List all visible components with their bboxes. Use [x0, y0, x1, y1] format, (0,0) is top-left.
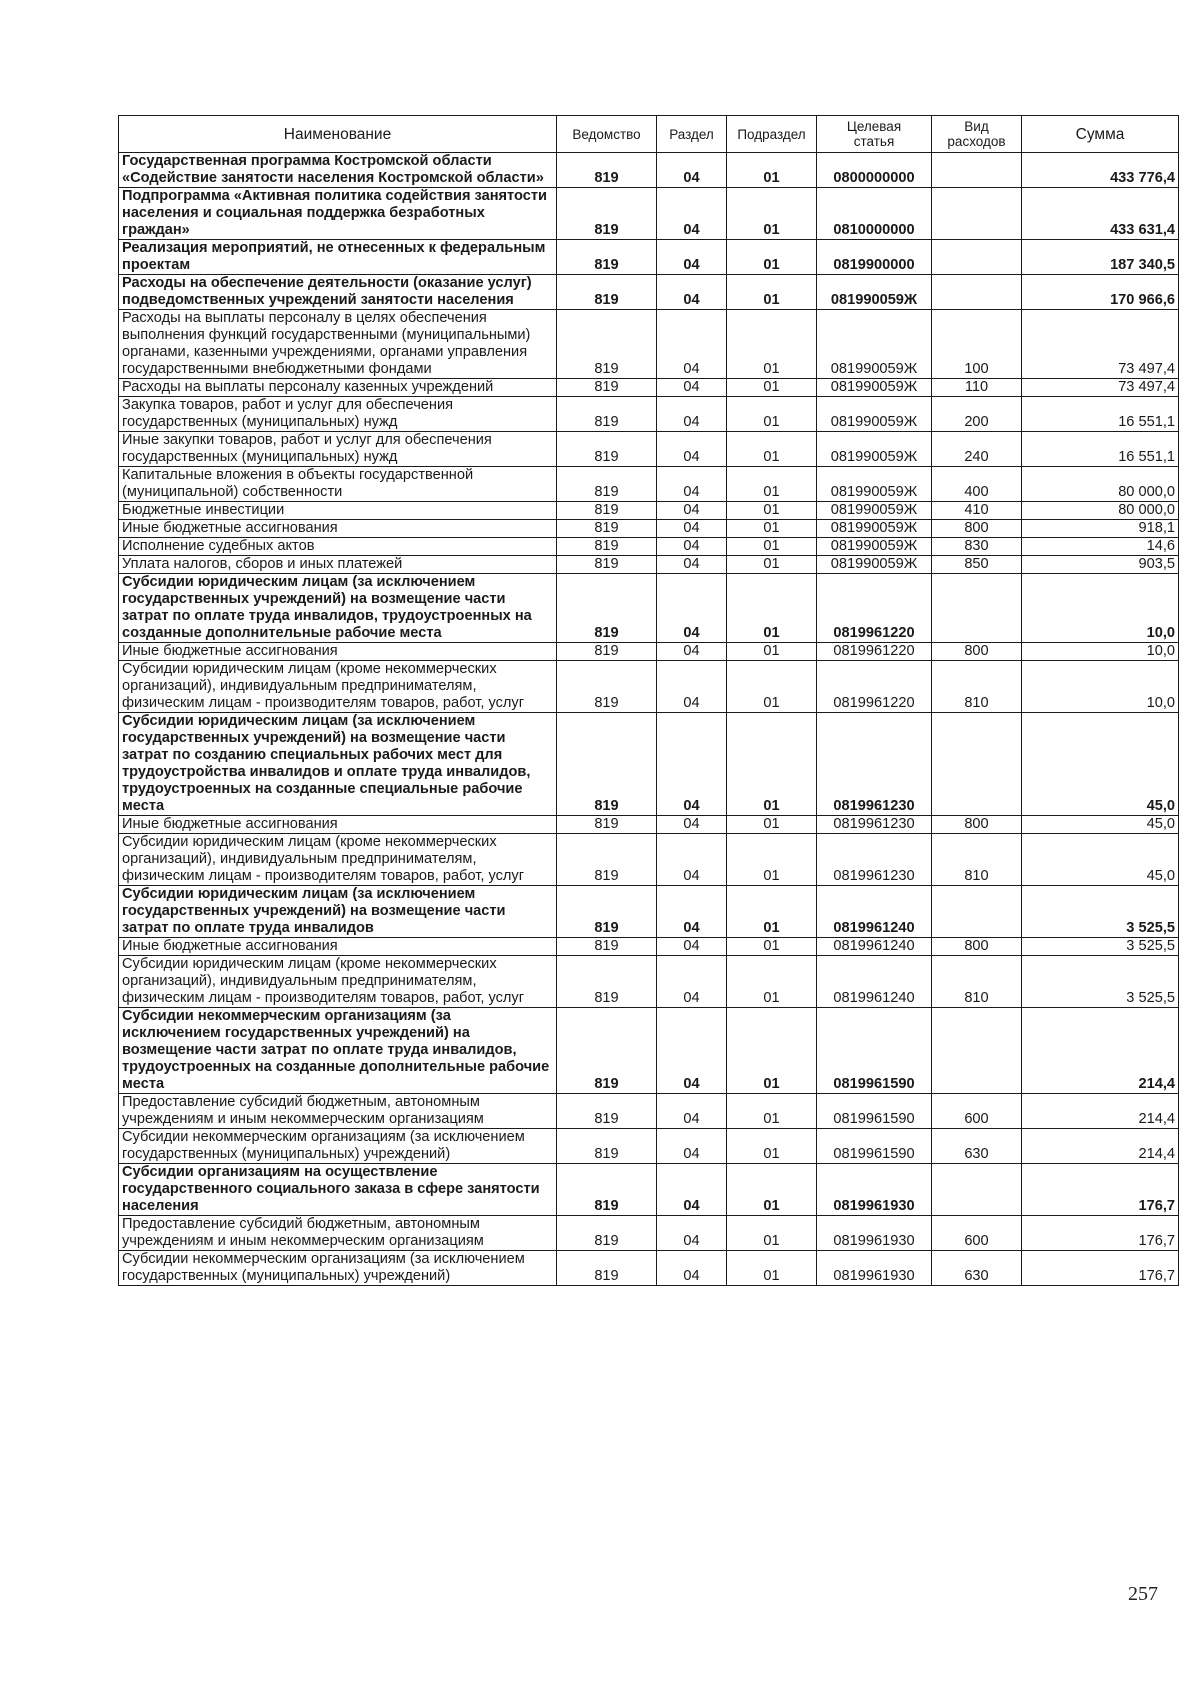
row-target: 081990059Ж: [817, 502, 932, 520]
row-type: 810: [932, 661, 1022, 713]
row-target: 0819961220: [817, 661, 932, 713]
row-dept: 819: [557, 956, 657, 1008]
table-row: [119, 467, 1179, 502]
row-target: 081990059Ж: [817, 467, 932, 502]
row-target: 0819961590: [817, 1008, 932, 1094]
row-name: Закупка товаров, работ и услуг для обеспечения государственных (муниципальных) нужд: [119, 397, 557, 432]
row-name: Уплата налогов, сборов и иных платежей: [119, 556, 557, 574]
row-section: 04: [657, 834, 727, 886]
row-dept: 819: [557, 938, 657, 956]
row-subsection: 01: [727, 310, 817, 379]
row-amount: 433 631,4: [1022, 188, 1179, 240]
row-section: 04: [657, 938, 727, 956]
row-amount: 16 551,1: [1022, 397, 1179, 432]
row-name: Иные бюджетные ассигнования: [119, 816, 557, 834]
row-subsection: 01: [727, 956, 817, 1008]
table-row: [119, 661, 1179, 713]
table-header: [119, 116, 1179, 153]
row-type: 800: [932, 520, 1022, 538]
row-type: 800: [932, 938, 1022, 956]
row-target: 081990059Ж: [817, 397, 932, 432]
row-section: 04: [657, 275, 727, 310]
header-section: Раздел: [657, 116, 727, 153]
row-section: 04: [657, 240, 727, 275]
row-name: Субсидии юридическим лицам (кроме некоммерческих организаций), индивидуальным предпринимателям, физическим лицам - производителям товаров, работ, услуг: [119, 956, 557, 1008]
row-name: Субсидии некоммерческим организациям (за исключением государственных учреждений) на возмещение части затрат по оплате труда инвалидов, трудоустроенных на созданные дополнительные рабочие места: [119, 1008, 557, 1094]
row-subsection: 01: [727, 816, 817, 834]
header-row: [119, 116, 1179, 153]
row-dept: 819: [557, 713, 657, 816]
row-amount: 214,4: [1022, 1008, 1179, 1094]
table-row: [119, 574, 1179, 643]
row-amount: 433 776,4: [1022, 153, 1179, 188]
row-dept: 819: [557, 834, 657, 886]
header-dept: Ведомство: [557, 116, 657, 153]
row-dept: 819: [557, 1129, 657, 1164]
row-section: 04: [657, 1164, 727, 1216]
row-dept: 819: [557, 432, 657, 467]
row-name: Субсидии юридическим лицам (за исключением государственных учреждений) на возмещение части затрат по оплате труда инвалидов: [119, 886, 557, 938]
row-type: [932, 574, 1022, 643]
row-target: 0819961220: [817, 643, 932, 661]
row-type: 240: [932, 432, 1022, 467]
row-dept: 819: [557, 397, 657, 432]
row-section: 04: [657, 379, 727, 397]
row-type: 110: [932, 379, 1022, 397]
row-name: Субсидии некоммерческим организациям (за исключением государственных (муниципальных) учреждений): [119, 1251, 557, 1286]
row-amount: 45,0: [1022, 834, 1179, 886]
table-row: [119, 538, 1179, 556]
header-amount: Сумма: [1022, 116, 1179, 153]
row-target: 081990059Ж: [817, 520, 932, 538]
row-section: 04: [657, 153, 727, 188]
row-dept: 819: [557, 661, 657, 713]
table-row: [119, 240, 1179, 275]
row-dept: 819: [557, 1216, 657, 1251]
row-section: 04: [657, 1094, 727, 1129]
row-dept: 819: [557, 1008, 657, 1094]
row-name: Субсидии юридическим лицам (кроме некоммерческих организаций), индивидуальным предпринимателям, физическим лицам - производителям товаров, работ, услуг: [119, 661, 557, 713]
row-amount: 45,0: [1022, 713, 1179, 816]
header-target-line1: Целевая: [846, 119, 902, 134]
table-row: [119, 643, 1179, 661]
table-row: [119, 1216, 1179, 1251]
row-type: 410: [932, 502, 1022, 520]
row-section: 04: [657, 502, 727, 520]
row-name: Субсидии юридическим лицам (за исключением государственных учреждений) на возмещение части затрат по оплате труда инвалидов, трудоустроенных на созданные дополнительные рабочие места: [119, 574, 557, 643]
row-type: 810: [932, 956, 1022, 1008]
header-target-article: [817, 116, 932, 153]
row-amount: 176,7: [1022, 1216, 1179, 1251]
row-amount: 10,0: [1022, 661, 1179, 713]
row-dept: 819: [557, 502, 657, 520]
row-target: 081990059Ж: [817, 556, 932, 574]
row-subsection: 01: [727, 275, 817, 310]
row-type: 630: [932, 1251, 1022, 1286]
row-dept: 819: [557, 310, 657, 379]
table-row: [119, 1164, 1179, 1216]
row-name: Реализация мероприятий, не отнесенных к федеральным проектам: [119, 240, 557, 275]
row-amount: 3 525,5: [1022, 886, 1179, 938]
header-target-line2: статья: [853, 134, 895, 149]
row-name: Расходы на выплаты персоналу в целях обеспечения выполнения функций государственными (муниципальными) органами, казенными учреждениями, органами управления государственными внебюджетными фондами: [119, 310, 557, 379]
row-name: Субсидии юридическим лицам (кроме некоммерческих организаций), индивидуальным предпринимателям, физическим лицам - производителям товаров, работ, услуг: [119, 834, 557, 886]
row-target: 0819961240: [817, 886, 932, 938]
row-amount: 16 551,1: [1022, 432, 1179, 467]
row-subsection: 01: [727, 397, 817, 432]
row-subsection: 01: [727, 188, 817, 240]
row-subsection: 01: [727, 574, 817, 643]
row-amount: 14,6: [1022, 538, 1179, 556]
row-type: [932, 275, 1022, 310]
row-dept: 819: [557, 556, 657, 574]
row-target: 081990059Ж: [817, 432, 932, 467]
row-amount: 73 497,4: [1022, 379, 1179, 397]
row-type: 810: [932, 834, 1022, 886]
row-section: 04: [657, 538, 727, 556]
row-target: 0819961930: [817, 1164, 932, 1216]
row-name: Предоставление субсидий бюджетным, автономным учреждениям и иным некоммерческим организациям: [119, 1216, 557, 1251]
header-type-line1: Вид: [964, 119, 989, 134]
row-target: 081990059Ж: [817, 310, 932, 379]
row-name: Предоставление субсидий бюджетным, автономным учреждениям и иным некоммерческим организациям: [119, 1094, 557, 1129]
row-type: [932, 153, 1022, 188]
row-type: 400: [932, 467, 1022, 502]
row-name: Иные бюджетные ассигнования: [119, 520, 557, 538]
row-subsection: 01: [727, 1094, 817, 1129]
row-section: 04: [657, 816, 727, 834]
row-target: 0819961230: [817, 816, 932, 834]
row-amount: 176,7: [1022, 1251, 1179, 1286]
row-target: 081990059Ж: [817, 275, 932, 310]
row-amount: 80 000,0: [1022, 467, 1179, 502]
row-section: 04: [657, 643, 727, 661]
row-target: 0819961240: [817, 956, 932, 1008]
row-name: Расходы на обеспечение деятельности (оказание услуг) подведомственных учреждений занятости населения: [119, 275, 557, 310]
row-amount: 918,1: [1022, 520, 1179, 538]
row-dept: 819: [557, 275, 657, 310]
table-row: [119, 397, 1179, 432]
row-amount: 80 000,0: [1022, 502, 1179, 520]
row-dept: 819: [557, 643, 657, 661]
table-row: [119, 834, 1179, 886]
row-subsection: 01: [727, 1129, 817, 1164]
row-section: 04: [657, 713, 727, 816]
row-type: [932, 713, 1022, 816]
row-type: [932, 1164, 1022, 1216]
row-amount: 187 340,5: [1022, 240, 1179, 275]
row-name: Субсидии юридическим лицам (за исключением государственных учреждений) на возмещение части затрат по созданию специальных рабочих мест для трудоустройства инвалидов и оплате труда инвалидов, трудоустроенных на созданные специальные рабочие места: [119, 713, 557, 816]
row-subsection: 01: [727, 938, 817, 956]
table-row: [119, 816, 1179, 834]
row-subsection: 01: [727, 1164, 817, 1216]
row-subsection: 01: [727, 1251, 817, 1286]
row-dept: 819: [557, 538, 657, 556]
table-row: [119, 886, 1179, 938]
row-target: 0810000000: [817, 188, 932, 240]
row-subsection: 01: [727, 643, 817, 661]
row-amount: 3 525,5: [1022, 938, 1179, 956]
row-amount: 73 497,4: [1022, 310, 1179, 379]
row-dept: 819: [557, 1251, 657, 1286]
row-target: 0819961590: [817, 1129, 932, 1164]
row-amount: 10,0: [1022, 643, 1179, 661]
table-row: [119, 956, 1179, 1008]
row-subsection: 01: [727, 661, 817, 713]
row-type: 850: [932, 556, 1022, 574]
table-row: [119, 379, 1179, 397]
row-amount: 3 525,5: [1022, 956, 1179, 1008]
table-row: [119, 188, 1179, 240]
row-section: 04: [657, 661, 727, 713]
row-target: 081990059Ж: [817, 538, 932, 556]
row-type: [932, 1008, 1022, 1094]
row-dept: 819: [557, 816, 657, 834]
row-subsection: 01: [727, 153, 817, 188]
header-name: Наименование: [119, 116, 557, 153]
row-section: 04: [657, 1008, 727, 1094]
row-amount: 10,0: [1022, 574, 1179, 643]
table-row: [119, 1094, 1179, 1129]
table-row: [119, 310, 1179, 379]
row-subsection: 01: [727, 834, 817, 886]
row-dept: 819: [557, 1094, 657, 1129]
row-name: Субсидии некоммерческим организациям (за исключением государственных (муниципальных) учреждений): [119, 1129, 557, 1164]
row-section: 04: [657, 432, 727, 467]
row-type: 800: [932, 816, 1022, 834]
row-target: 081990059Ж: [817, 379, 932, 397]
budget-table: [118, 115, 1179, 1286]
row-target: 0819961230: [817, 713, 932, 816]
row-type: [932, 240, 1022, 275]
row-dept: 819: [557, 240, 657, 275]
row-amount: 170 966,6: [1022, 275, 1179, 310]
row-subsection: 01: [727, 240, 817, 275]
row-type: 830: [932, 538, 1022, 556]
row-type: 630: [932, 1129, 1022, 1164]
row-dept: 819: [557, 1164, 657, 1216]
row-target: 0819961590: [817, 1094, 932, 1129]
row-section: 04: [657, 1129, 727, 1164]
row-subsection: 01: [727, 467, 817, 502]
row-section: 04: [657, 467, 727, 502]
header-expense-type: [932, 116, 1022, 153]
row-dept: 819: [557, 188, 657, 240]
row-target: 0800000000: [817, 153, 932, 188]
row-subsection: 01: [727, 713, 817, 816]
row-target: 0819961930: [817, 1216, 932, 1251]
row-section: 04: [657, 1216, 727, 1251]
table-row: [119, 556, 1179, 574]
row-amount: 176,7: [1022, 1164, 1179, 1216]
table-row: [119, 1251, 1179, 1286]
row-name: Государственная программа Костромской области «Содействие занятости населения Костромской области»: [119, 153, 557, 188]
row-amount: 214,4: [1022, 1094, 1179, 1129]
row-name: Иные бюджетные ассигнования: [119, 643, 557, 661]
row-section: 04: [657, 310, 727, 379]
table-row: [119, 520, 1179, 538]
row-dept: 819: [557, 153, 657, 188]
row-section: 04: [657, 886, 727, 938]
table-row: [119, 713, 1179, 816]
row-name: Бюджетные инвестиции: [119, 502, 557, 520]
row-section: 04: [657, 520, 727, 538]
row-type: 100: [932, 310, 1022, 379]
row-dept: 819: [557, 467, 657, 502]
header-subsection: Подраздел: [727, 116, 817, 153]
row-subsection: 01: [727, 502, 817, 520]
row-dept: 819: [557, 520, 657, 538]
row-section: 04: [657, 574, 727, 643]
row-type: [932, 188, 1022, 240]
table-row: [119, 1129, 1179, 1164]
table-row: [119, 153, 1179, 188]
row-amount: 903,5: [1022, 556, 1179, 574]
row-name: Субсидии организациям на осуществление государственного социального заказа в сфере занятости населения: [119, 1164, 557, 1216]
table-body: [119, 153, 1179, 1286]
row-name: Иные закупки товаров, работ и услуг для обеспечения государственных (муниципальных) нужд: [119, 432, 557, 467]
row-section: 04: [657, 556, 727, 574]
row-section: 04: [657, 397, 727, 432]
row-subsection: 01: [727, 379, 817, 397]
table-row: [119, 432, 1179, 467]
row-type: 600: [932, 1094, 1022, 1129]
row-name: Иные бюджетные ассигнования: [119, 938, 557, 956]
table-row: [119, 275, 1179, 310]
row-target: 0819900000: [817, 240, 932, 275]
row-subsection: 01: [727, 886, 817, 938]
row-subsection: 01: [727, 1216, 817, 1251]
row-subsection: 01: [727, 538, 817, 556]
row-type: [932, 886, 1022, 938]
row-dept: 819: [557, 574, 657, 643]
row-section: 04: [657, 188, 727, 240]
row-subsection: 01: [727, 520, 817, 538]
row-target: 0819961230: [817, 834, 932, 886]
row-target: 0819961220: [817, 574, 932, 643]
row-subsection: 01: [727, 432, 817, 467]
row-subsection: 01: [727, 1008, 817, 1094]
row-target: 0819961930: [817, 1251, 932, 1286]
page-number: 257: [1128, 1583, 1158, 1605]
row-amount: 45,0: [1022, 816, 1179, 834]
row-target: 0819961240: [817, 938, 932, 956]
row-type: 800: [932, 643, 1022, 661]
table-row: [119, 502, 1179, 520]
row-name: Расходы на выплаты персоналу казенных учреждений: [119, 379, 557, 397]
row-name: Исполнение судебных актов: [119, 538, 557, 556]
row-section: 04: [657, 956, 727, 1008]
table-row: [119, 938, 1179, 956]
row-dept: 819: [557, 379, 657, 397]
header-type-line2: расходов: [947, 134, 1006, 149]
row-type: 200: [932, 397, 1022, 432]
row-name: Подпрограмма «Активная политика содействия занятости населения и социальная поддержка безработных граждан»: [119, 188, 557, 240]
row-dept: 819: [557, 886, 657, 938]
row-name: Капитальные вложения в объекты государственной (муниципальной) собственности: [119, 467, 557, 502]
row-section: 04: [657, 1251, 727, 1286]
row-subsection: 01: [727, 556, 817, 574]
table-row: [119, 1008, 1179, 1094]
row-amount: 214,4: [1022, 1129, 1179, 1164]
row-type: 600: [932, 1216, 1022, 1251]
